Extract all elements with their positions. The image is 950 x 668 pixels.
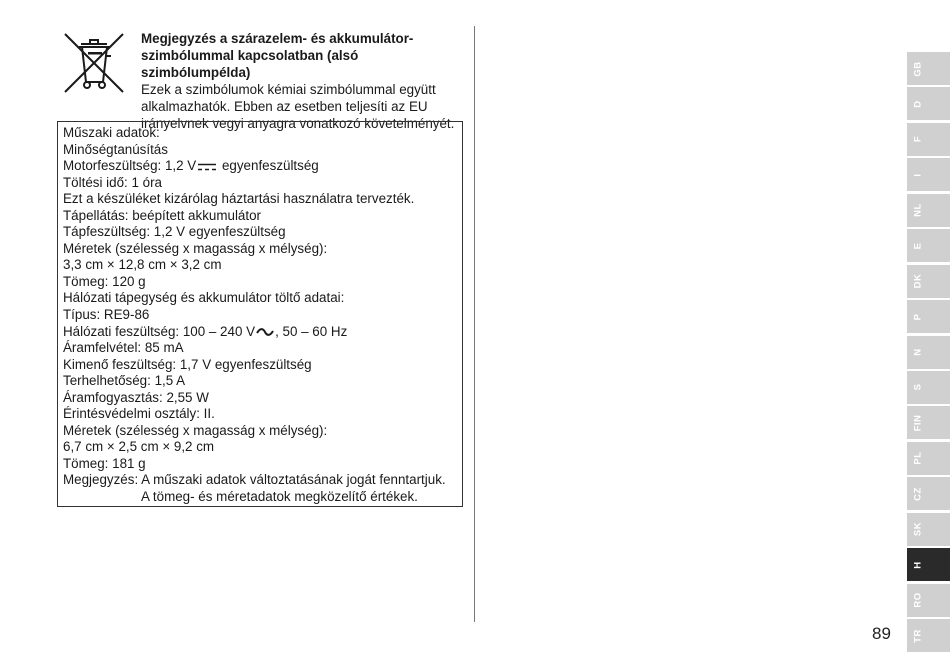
- tab-tr[interactable]: TR: [907, 619, 950, 652]
- charger-type: Típus: RE9-86: [63, 307, 150, 323]
- tab-h[interactable]: H: [907, 548, 950, 581]
- output-voltage: Kimenő feszültség: 1,7 V egyenfeszültség: [63, 356, 312, 372]
- crossed-out-wheelie-bin-icon: [61, 30, 127, 96]
- column-divider: [474, 26, 475, 622]
- motor-voltage-prefix: Motorfeszültség: 1,2 V: [63, 158, 197, 174]
- ac-symbol-icon: [256, 328, 274, 336]
- dimensions-label: Méretek (szélesség x magasság x mélység):: [63, 240, 328, 256]
- language-tabs: [907, 52, 950, 654]
- note-body-line-2: alkalmazhatók. Ebben az esetben teljesíti az EU: [141, 99, 428, 114]
- dc-symbol-icon: [198, 163, 216, 171]
- household-use: Ezt a készüléket kizárólag háztartási használatra tervezték.: [63, 191, 415, 207]
- mains-voltage-suffix: , 50 – 60 Hz: [275, 323, 348, 339]
- note-body-line-1: Ezek a szimbólumok kémiai szimbólummal együtt: [141, 82, 436, 97]
- quality-cert: Minőségtanúsítás: [63, 141, 168, 157]
- tab-e[interactable]: E: [907, 229, 950, 262]
- technical-data-box: [57, 121, 463, 507]
- tab-s[interactable]: S: [907, 371, 950, 404]
- tab-d[interactable]: D: [907, 87, 950, 120]
- supply-voltage: Tápfeszültség: 1,2 V egyenfeszültség: [63, 224, 286, 240]
- battery-symbol-note: [141, 30, 471, 132]
- tab-ro[interactable]: RO: [907, 584, 950, 617]
- power-supply: Tápellátás: beépített akkumulátor: [63, 207, 261, 223]
- note-body-line-3: irányelvnek vegyi anyagra vonatkozó követelményét.: [141, 116, 455, 131]
- tab-n[interactable]: N: [907, 336, 950, 369]
- motor-voltage-suffix: egyenfeszültség: [221, 158, 319, 174]
- remark-label: Megjegyzés:: [63, 472, 139, 488]
- charger-header: Hálózati tápegység és akkumulátor töltő adatai:: [63, 290, 345, 306]
- tab-sk[interactable]: SK: [907, 513, 950, 546]
- tab-cz[interactable]: CZ: [907, 477, 950, 510]
- tab-fin[interactable]: FIN: [907, 406, 950, 439]
- page-number: 89: [872, 624, 891, 643]
- dimensions-value: 3,3 cm × 12,8 cm × 3,2 cm: [63, 257, 222, 273]
- remark-line-1: [63, 472, 457, 489]
- note-title-line-2: szimbólummal kapcsolatban (alsó szimbólumpélda): [141, 48, 359, 80]
- charge-time: Töltési idő: 1 óra: [63, 174, 162, 190]
- power-consumption: Áramfogyasztás: 2,55 W: [63, 389, 209, 405]
- remark-line-2: A tömeg- és méretadatok megközelítő értékek.: [141, 489, 418, 505]
- tab-nl[interactable]: NL: [907, 194, 950, 227]
- charger-weight: Tömeg: 181 g: [63, 455, 146, 471]
- load-capacity: Terhelhetőség: 1,5 A: [63, 373, 186, 389]
- remark-text-1: A műszaki adatok változtatásának jogát fenntartjuk.: [141, 472, 446, 488]
- charger-dimensions-label: Méretek (szélesség x magasság x mélység):: [63, 422, 328, 438]
- tab-gb[interactable]: GB: [907, 52, 950, 85]
- tab-i[interactable]: I: [907, 158, 950, 191]
- charger-dimensions-value: 6,7 cm × 2,5 cm × 9,2 cm: [63, 439, 215, 455]
- weight: Tömeg: 120 g: [63, 273, 146, 289]
- mains-voltage: [63, 324, 457, 341]
- motor-voltage: [63, 158, 457, 175]
- protection-class: Érintésvédelmi osztály: II.: [63, 406, 215, 422]
- tab-p[interactable]: P: [907, 300, 950, 333]
- tab-pl[interactable]: PL: [907, 442, 950, 475]
- tab-dk[interactable]: DK: [907, 265, 950, 298]
- specs-header: Műszaki adatok:: [63, 125, 160, 140]
- mains-voltage-prefix: Hálózati feszültség: 100 – 240 V: [63, 323, 256, 339]
- current-draw: Áramfelvétel: 85 mA: [63, 340, 184, 356]
- tab-f[interactable]: F: [907, 123, 950, 156]
- note-title-line-1: Megjegyzés a szárazelem- és akkumulátor-: [141, 31, 414, 46]
